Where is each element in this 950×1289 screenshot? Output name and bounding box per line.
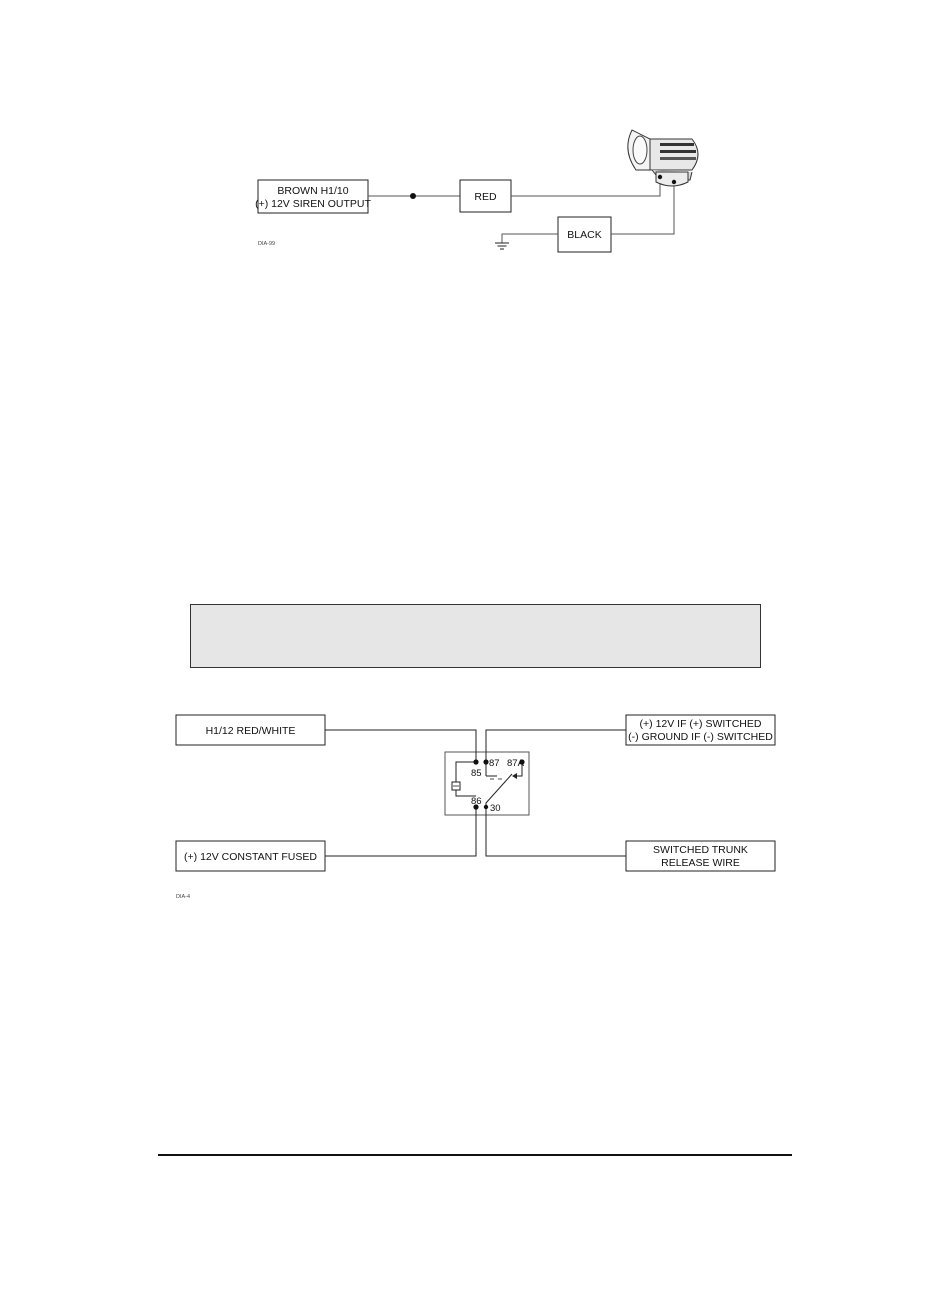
siren-wiring-diagram: [255, 130, 698, 252]
brown-label-line1: BROWN H1/10: [277, 185, 349, 197]
pin-86-label: 86: [471, 796, 482, 807]
pin-85-label: 85: [471, 768, 482, 779]
black-label: BLACK: [567, 229, 602, 241]
pin-30-label: 30: [490, 803, 501, 814]
switched-label-line2: (-) GROUND IF (-) SWITCHED: [628, 731, 773, 743]
wire-black-to-siren: [611, 182, 674, 234]
switched-label-line1: (+) 12V IF (+) SWITCHED: [639, 718, 762, 730]
input-wire-label: H1/12 RED/WHITE: [205, 725, 296, 737]
constant-fused-label: (+) 12V CONSTANT FUSED: [184, 851, 317, 863]
relay-diagram-code: DIA-4: [176, 894, 191, 900]
trunk-label-line2: RELEASE WIRE: [661, 857, 740, 869]
footer-divider: [158, 1154, 792, 1156]
trunk-label-line1: SWITCHED TRUNK: [653, 844, 748, 856]
pin-87-label: 87: [489, 758, 500, 769]
siren-diagram-code: DIA-99: [258, 241, 276, 247]
wire-red-to-siren: [511, 178, 660, 196]
ground-symbol-icon: [495, 243, 509, 249]
brown-label-line2: (+) 12V SIREN OUTPUT: [255, 198, 371, 210]
relay-wiring-diagram: [176, 715, 775, 900]
pin-87a-label: 87A: [507, 758, 524, 769]
note-box: [190, 604, 761, 668]
wire-black-to-ground: [502, 234, 558, 243]
red-label: RED: [474, 191, 497, 203]
splice-dot: [410, 193, 416, 199]
siren-horn-icon: [628, 130, 698, 186]
